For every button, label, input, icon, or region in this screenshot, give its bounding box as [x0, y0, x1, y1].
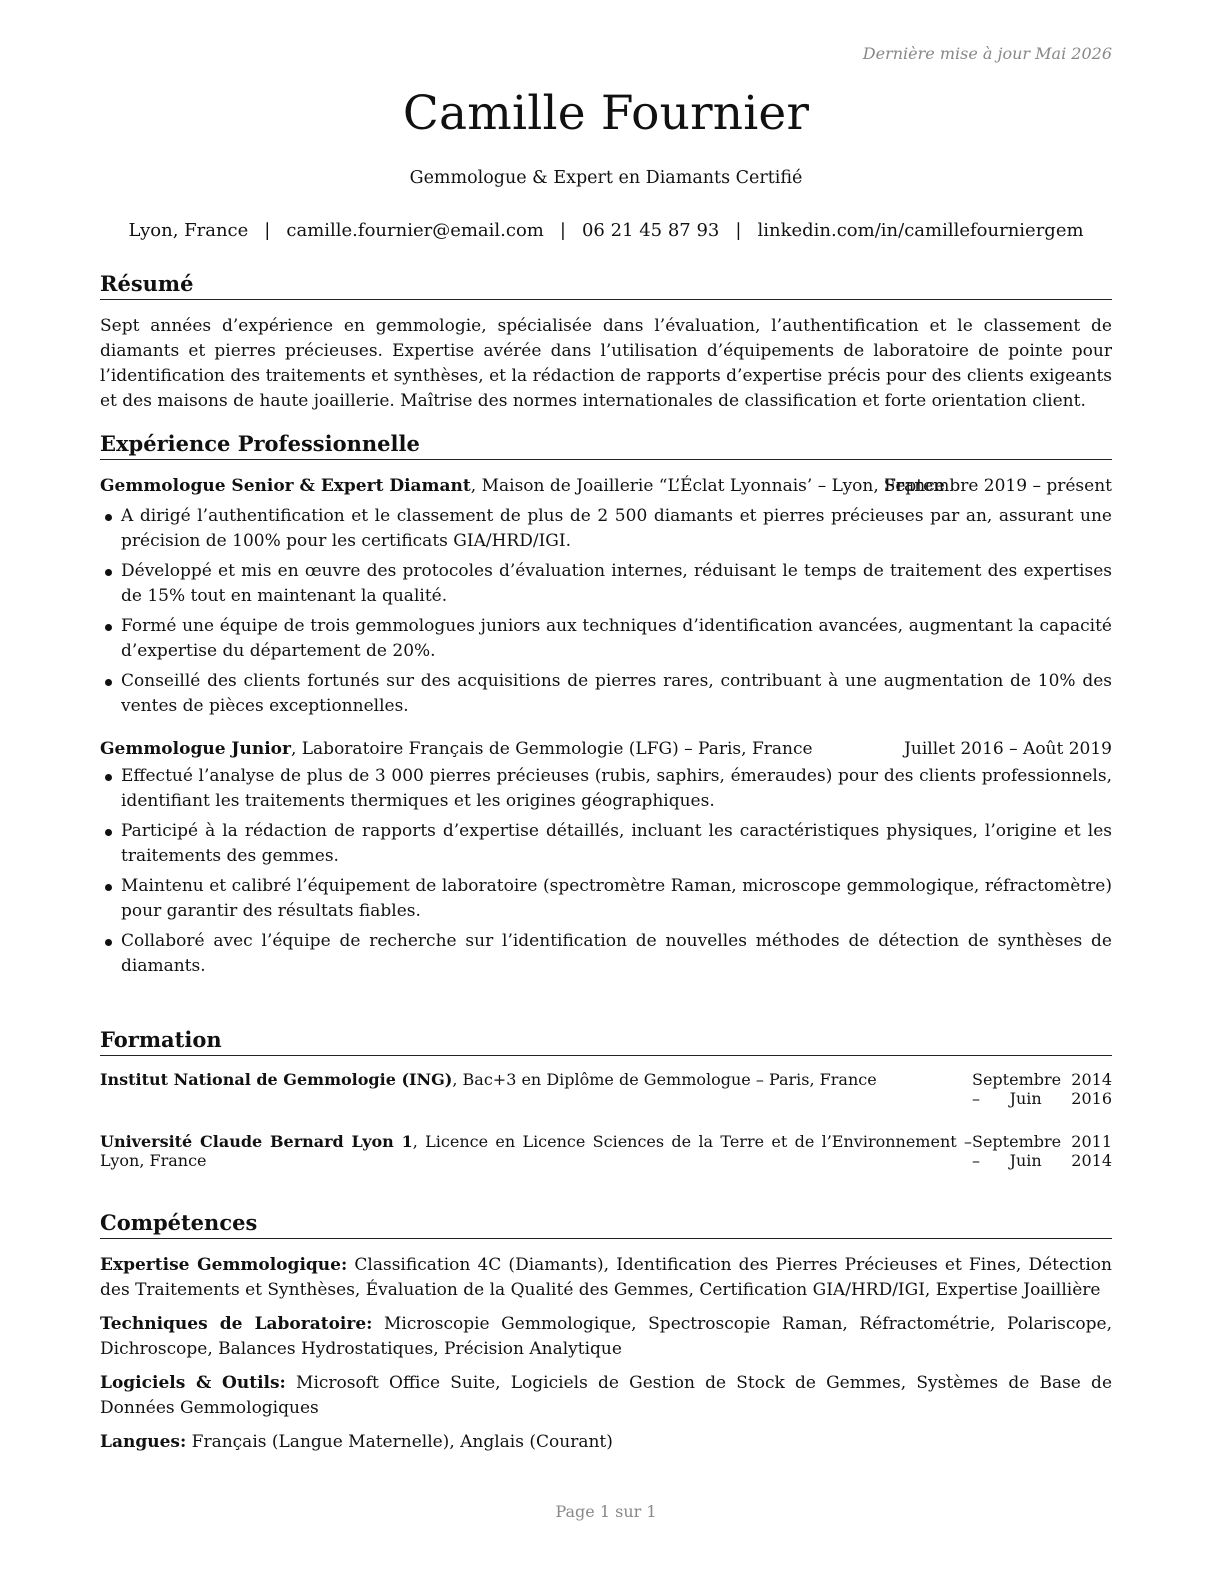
contact-line [100, 220, 1112, 241]
skill-text: Microscopie Gemmologique, Spectroscopie Raman, Réfractométrie, Polariscope, Dichroscope, Balances Hydrostatiques, Précision Analytique [100, 1314, 1112, 1359]
contact-separator: | [264, 220, 271, 241]
contact-location: Lyon, France [128, 220, 249, 241]
summary-section [100, 270, 1112, 414]
education-degree: , Bac+3 en Diplôme de Gemmologue – Paris, France [452, 1070, 877, 1089]
job-header [100, 474, 1112, 499]
list-item: Maintenu et calibré l’équipement de laboratoire (spectromètre Raman, microscope gemmologique, réfractomètre) pour garantir des résultats fiables. [100, 874, 1112, 924]
skill-label: Techniques de Laboratoire: [100, 1314, 373, 1334]
candidate-title: Gemmologue & Expert en Diamants Certifié [409, 168, 803, 188]
list-item: Collaboré avec l’équipe de recherche sur l’identification de nouvelles méthodes de détection de synthèses de diamants. [100, 929, 1112, 979]
skill-label: Logiciels & Outils: [100, 1373, 286, 1393]
skill-text: Microsoft Office Suite, Logiciels de Gestion de Stock de Gemmes, Systèmes de Base de Données Gemmologiques [100, 1373, 1113, 1418]
education-dates: Septembre 2011 – Juin 2014 [972, 1132, 1112, 1170]
education-degree: , Licence en Licence Sciences de la Terre et de l’Environnement – Lyon, France [100, 1132, 972, 1170]
skill-label: Expertise Gemmologique: [100, 1255, 348, 1275]
skill-text: Classification 4C (Diamants), Identification des Pierres Précieuses et Fines, Détection des Traitements et Synthèses, Évaluation de la Qualité des Gemmes, Certification GIA/HRD/IGI, Expertise Joaillière [100, 1255, 1112, 1300]
job-role: Gemmologue Senior & Expert Diamant [100, 476, 471, 496]
education-heading: Formation [100, 1026, 1112, 1056]
list-item: Formé une équipe de trois gemmologues juniors aux techniques d’identification avancées, augmentant la capacité d’expertise du département de 20%. [100, 614, 1112, 664]
job-role: Gemmologue Junior [100, 739, 291, 759]
education-section [100, 1026, 1112, 1170]
page-number: Page 1 sur 1 [555, 1502, 657, 1521]
skill-group [100, 1253, 1112, 1303]
skills-heading: Compétences [100, 1209, 1112, 1239]
education-entry [100, 1132, 1112, 1170]
last-updated: Dernière mise à jour Mai 2026 [862, 44, 1112, 63]
contact-separator: | [735, 220, 742, 241]
contact-email[interactable]: camille.fournier@email.com [286, 220, 544, 241]
list-item: A dirigé l’authentification et le classement de plus de 2 500 diamants et pierres précieuses par an, assurant une précision de 100% pour les certificats GIA/HRD/IGI. [100, 504, 1112, 554]
summary-text: Sept années d’expérience en gemmologie, spécialisée dans l’évaluation, l’authentification et le classement de diamants et pierres précieuses. Expertise avérée dans l’utilisation d’équipements de laboratoire de pointe pour l’identification des traitements et synthèses, et la rédaction de rapports d’expertise précis pour des clients exigeants et des maisons de haute joaillerie. Maîtrise des normes internationales de classification et forte orientation client. [100, 316, 1112, 411]
job-entry [100, 737, 1112, 979]
education-school: Université Claude Bernard Lyon 1 [100, 1132, 413, 1151]
contact-separator: | [559, 220, 566, 241]
list-item: Conseillé des clients fortunés sur des acquisitions de pierres rares, contribuant à une augmentation de 10% des ventes de pièces exceptionnelles. [100, 669, 1112, 719]
job-dates: Septembre 2019 – présent [883, 476, 1112, 496]
education-school: Institut National de Gemmologie (ING) [100, 1070, 453, 1089]
skill-group [100, 1312, 1112, 1362]
job-dates: Juillet 2016 – Août 2019 [904, 739, 1112, 759]
education-details [100, 1132, 972, 1170]
job-title-line [100, 737, 904, 762]
skill-group [100, 1371, 1112, 1421]
education-entry [100, 1070, 1112, 1108]
list-item: Effectué l’analyse de plus de 3 000 pierres précieuses (rubis, saphirs, émeraudes) pour des clients professionnels, identifiant les traitements thermiques et les origines géographiques. [100, 764, 1112, 814]
skill-label: Langues: [100, 1432, 187, 1452]
contact-phone[interactable]: 06 21 45 87 93 [581, 220, 720, 241]
list-item: Développé et mis en œuvre des protocoles d’évaluation internes, réduisant le temps de traitement des expertises de 15% tout en maintenant la qualité. [100, 559, 1112, 609]
job-bullets [100, 504, 1112, 719]
education-details [100, 1070, 972, 1089]
candidate-name: Camille Fournier [402, 86, 810, 141]
job-entry [100, 474, 1112, 719]
skill-group [100, 1430, 1112, 1455]
job-organization: , Maison de Joaillerie “L’Éclat Lyonnais’ – Lyon, France [470, 476, 945, 496]
skill-text: Français (Langue Maternelle), Anglais (Courant) [186, 1432, 613, 1452]
education-dates: Septembre 2014 – Juin 2016 [972, 1070, 1112, 1108]
list-item: Participé à la rédaction de rapports d’expertise détaillés, incluant les caractéristiques physiques, l’origine et les traitements des gemmes. [100, 819, 1112, 869]
job-header [100, 737, 1112, 762]
skills-section [100, 1209, 1112, 1464]
contact-linkedin[interactable]: linkedin.com/in/camillefourniergem [757, 220, 1084, 241]
experience-heading: Expérience Professionnelle [100, 430, 1112, 460]
job-organization: , Laboratoire Français de Gemmologie (LFG) – Paris, France [290, 739, 813, 759]
experience-section [100, 430, 1112, 984]
job-bullets [100, 764, 1112, 979]
summary-heading: Résumé [100, 270, 1112, 300]
